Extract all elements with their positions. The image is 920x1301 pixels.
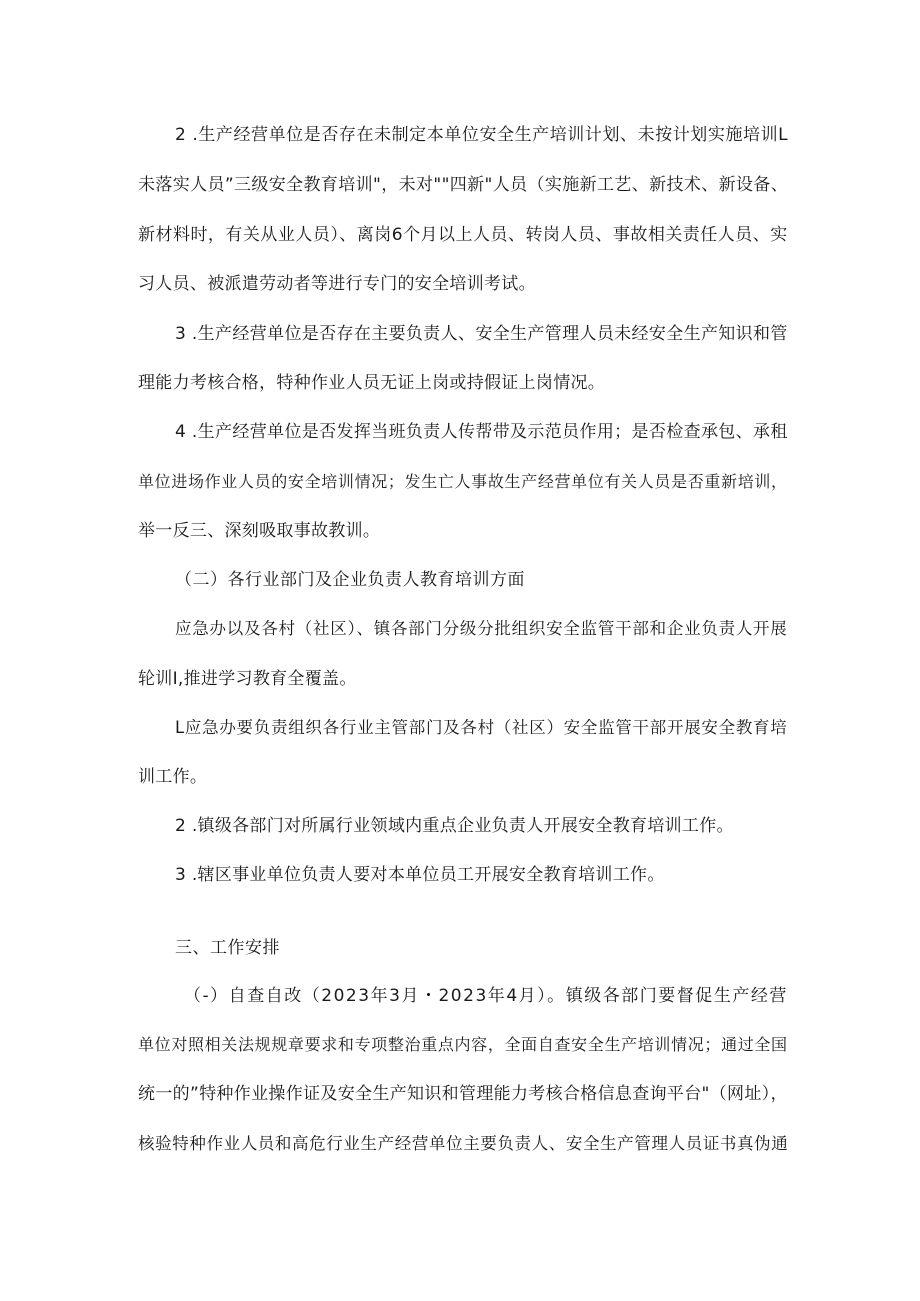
- paragraph-b-item-2: 2 .镇级各部门对所属行业领域内重点企业负责人开展安全教育培训工作。: [175, 816, 734, 836]
- text-line: （-）自查自改（2023年3月・2023年4月）。镇级各部门要督促生产经营: [184, 986, 788, 1006]
- text-line: L应急办要负责组织各行业主管部门及各村（社区）安全监管干部开展安全教育培: [175, 718, 788, 737]
- text-line: 核验特种作业人员和高危行业生产经营单位主要负责人、安全生产管理人员证书真伪通: [138, 1134, 789, 1153]
- text-line: 举一反三、深刻吸取事故教训。: [138, 521, 381, 541]
- text-line: 轮训I,推进学习教育全覆盖。: [138, 669, 357, 689]
- text-line: 3 .生产经营单位是否存在主要负责人、安全生产管理人员未经安全生产知识和管: [175, 324, 788, 344]
- paragraph-b-item-3: 3 .辖区事业单位负责人要对本单位员工开展安全教育培训工作。: [175, 865, 665, 885]
- text-line: 训工作。: [138, 767, 208, 787]
- text-line: 习人员、被派遣劳动者等进行专门的安全培训考试。: [138, 274, 536, 294]
- text-line: 应急办以及各村（社区）、镇各部门分级分批组织安全监管干部和企业负责人开展: [175, 619, 788, 638]
- text-line: 4 .生产经营单位是否发挥当班负责人传帮带及示范员作用；是否检查承包、承租: [175, 422, 788, 442]
- text-line: 2 .生产经营单位是否存在未制定本单位安全生产培训计划、未按计划实施培训L: [175, 125, 789, 145]
- text-line: 统一的”特种作业操作证及安全生产知识和管理能力考核合格信息查询平台"（网址），: [138, 1084, 788, 1104]
- text-line: 理能力考核合格，特种作业人员无证上岗或持假证上岗情况。: [138, 373, 606, 393]
- section-subheading: （二）各行业部门及企业负责人教育培训方面: [175, 570, 525, 590]
- text-line: 新材料时，有关从业人员）、离岗6个月以上人员、转岗人员、事故相关责任人员、实: [138, 225, 788, 245]
- text-line: 未落实人员”三级安全教育培训"，未对""四新"人员（实施新工艺、新技术、新设备、: [138, 175, 789, 195]
- text-line: 单位对照相关法规规章要求和专项整治重点内容，全面自查安全生产培训情况；通过全国: [138, 1035, 788, 1054]
- text-line: 单位进场作业人员的安全培训情况；发生亡人事故生产经营单位有关人员是否重新培训，: [138, 472, 788, 491]
- section-heading: 三、工作安排: [175, 938, 280, 958]
